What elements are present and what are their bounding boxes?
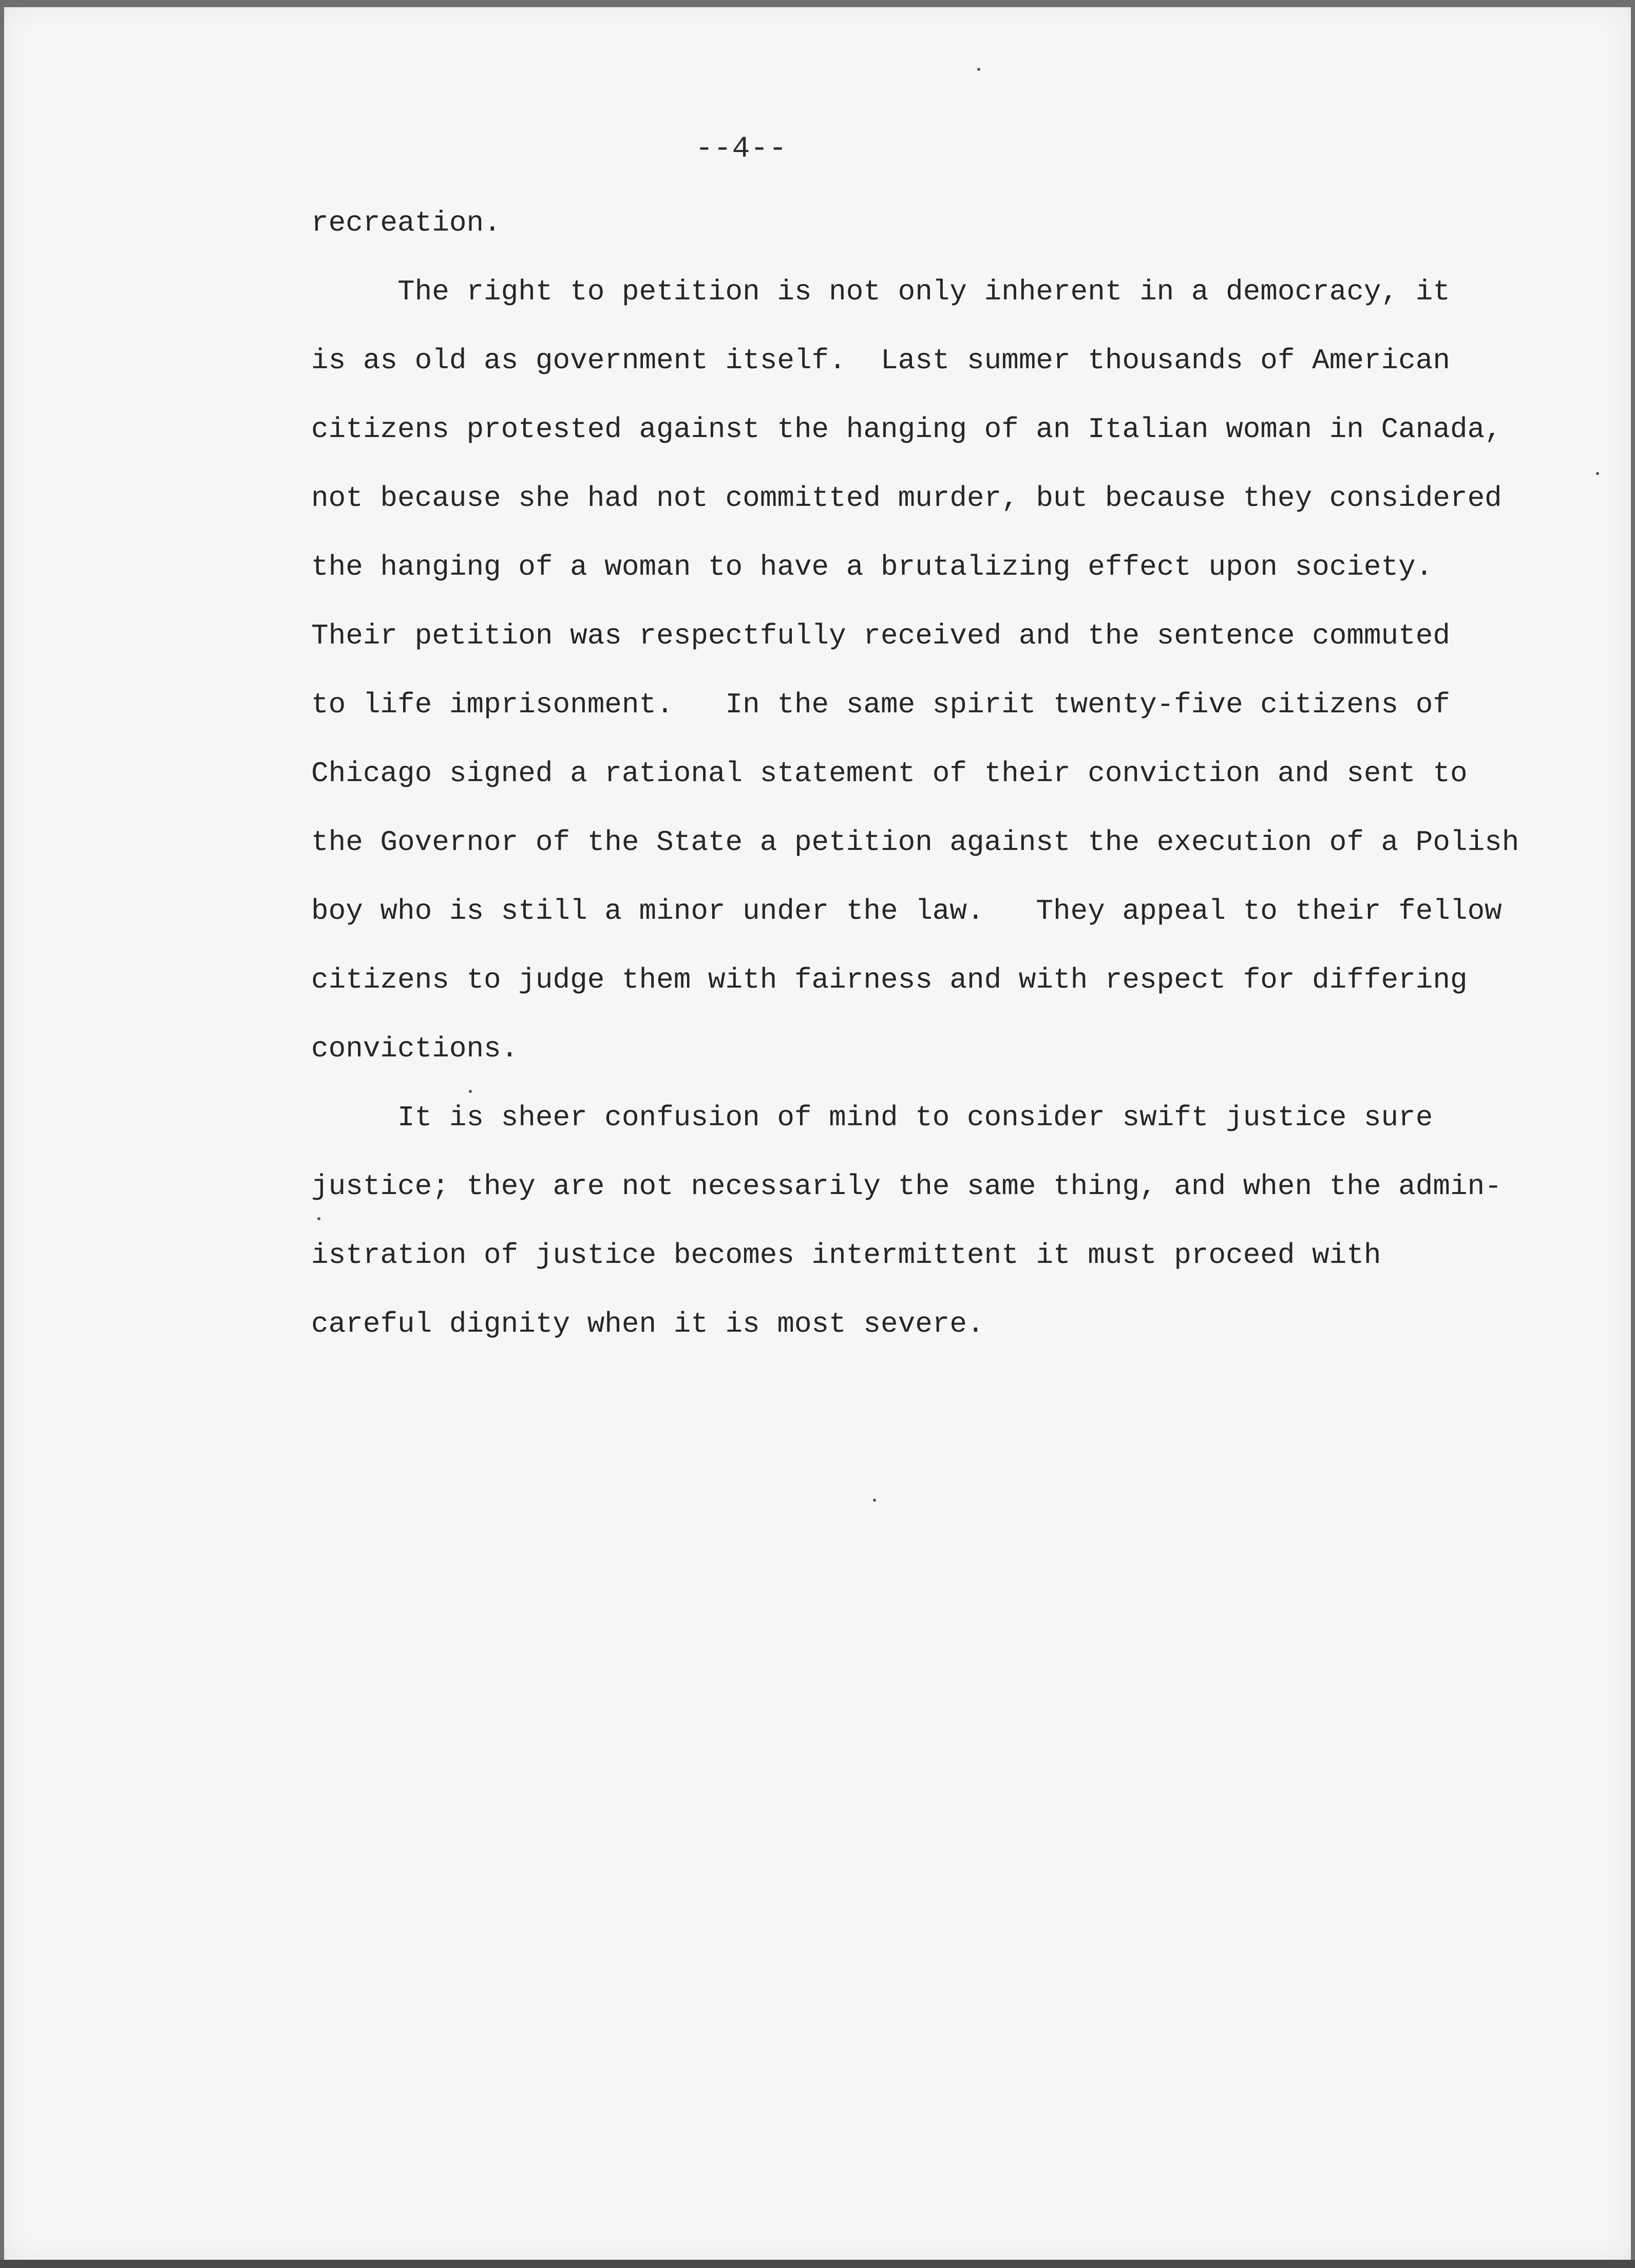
text-line: careful dignity when it is most severe. <box>311 1308 984 1340</box>
text-line: citizens protested against the hanging of an Italian woman in Canada, <box>311 413 1502 446</box>
text-line: boy who is still a minor under the law. They appeal to their fellow <box>311 895 1502 928</box>
text-line: to life imprisonment. In the same spirit twenty-five citizens of <box>311 688 1450 721</box>
text-line: is as old as government itself. Last summer thousands of American <box>311 344 1450 377</box>
paper-speck <box>1596 472 1599 475</box>
text-line: justice; they are not necessarily the same thing, and when the admin- <box>311 1170 1502 1203</box>
text-line: It is sheer confusion of mind to consider swift justice sure <box>311 1101 1433 1134</box>
text-line: Chicago signed a rational statement of their conviction and sent to <box>311 757 1468 790</box>
text-line: Their petition was respectfully received and the sentence commuted <box>311 619 1450 652</box>
text-line: the Governor of the State a petition against the execution of a Polish <box>311 826 1519 859</box>
text-line: citizens to judge them with fairness and with respect for differing <box>311 963 1468 996</box>
paper-speck <box>977 68 980 71</box>
paper-speck <box>469 1090 472 1093</box>
scan-edge <box>0 2260 1635 2268</box>
text-line: the hanging of a woman to have a brutalizing effect upon society. <box>311 551 1433 583</box>
text-line: recreation. <box>311 206 501 239</box>
text-line: not because she had not committed murder, but because they considered <box>311 482 1502 515</box>
page-number: --4-- <box>695 133 788 166</box>
typed-page <box>4 7 1631 2260</box>
paper-speck <box>317 1217 320 1220</box>
text-line: The right to petition is not only inherent in a democracy, it <box>311 275 1450 308</box>
paper-speck <box>873 1499 876 1502</box>
text-line: istration of justice becomes intermittent it must proceed with <box>311 1239 1381 1272</box>
text-line: convictions. <box>311 1032 519 1065</box>
